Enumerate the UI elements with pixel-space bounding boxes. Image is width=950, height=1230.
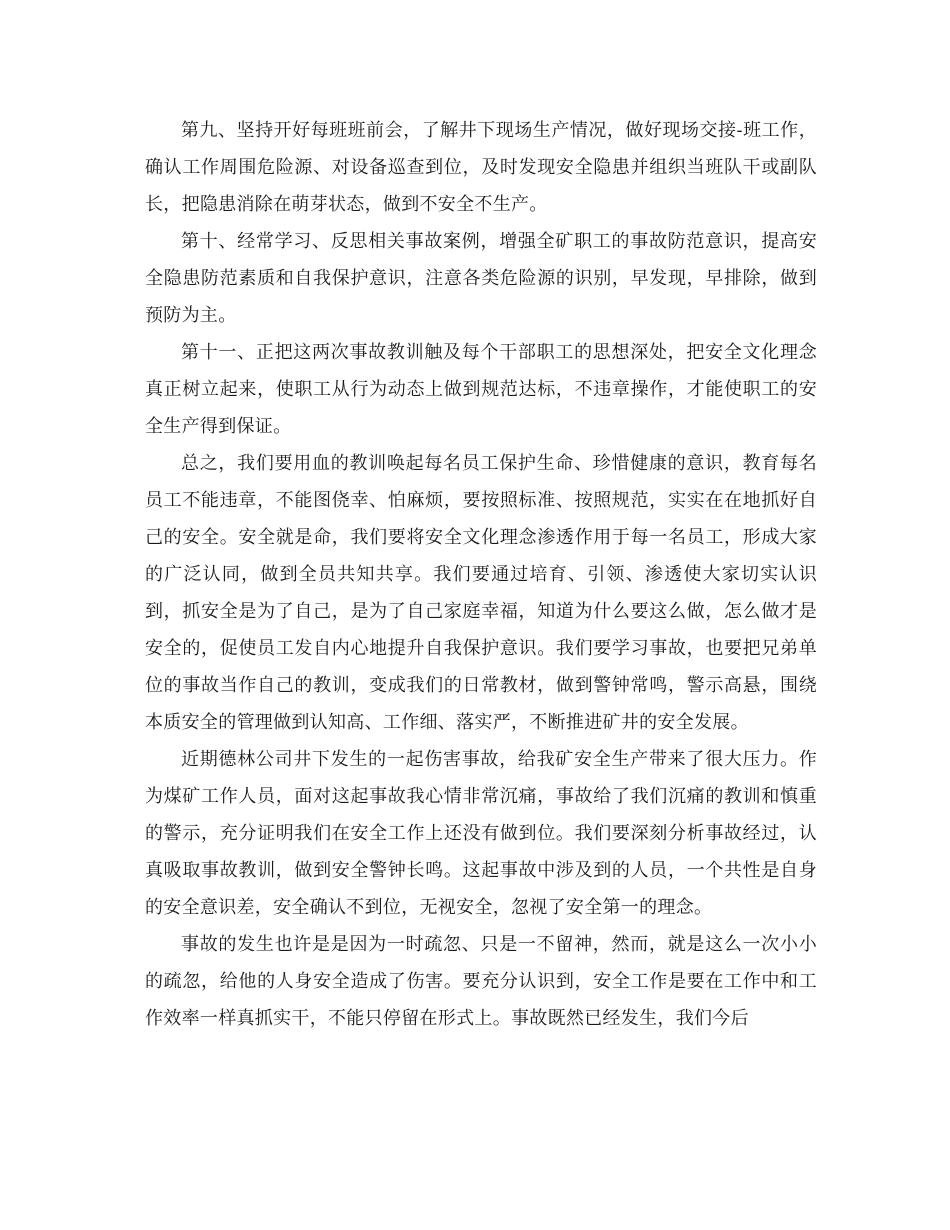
paragraph-item-11: 第十一、正把这两次事故教训触及每个干部职工的思想深处，把安全文化理念真正树立起来，使职工从行为动态上做到规范达标，不违章操作，才能使职工的安全生产得到保证。	[145, 342, 817, 437]
paragraph-accident-cause: 事故的发生也许是是因为一时疏忽、只是一不留神，然而，就是这么一次小小的疏忽，给他的人身安全造成了伤害。要充分认识到，安全工作是要在工作中和工作效率一样真抓实干，不能只停留在形式上。事故既然已经发生，我们今后	[145, 934, 817, 1029]
document-body	[145, 112, 817, 1037]
paragraph-summary: 总之，我们要用血的教训唤起每名员工保护生命、珍惜健康的意识，教育每名员工不能违章，不能图侥幸、怕麻烦，要按照标准、按照规范，实实在在地抓好自己的安全。安全就是命，我们要将安全文化理念渗透作用于每一名员工，形成大家的广泛认同，做到全员共知共享。我们要通过培育、引领、渗透使大家切实认识到，抓安全是为了自己，是为了自己家庭幸福，知道为什么要这么做，怎么做才是安全的，促使员工发自内心地提升自我保护意识。我们要学习事故，也要把兄弟单位的事故当作自己的教训，变成我们的日常教材，做到警钟常鸣，警示高悬，围绕本质安全的管理做到认知高、工作细、落实严，不断推进矿井的安全发展。	[145, 453, 817, 733]
paragraph-item-10: 第十、经常学习、反思相关事故案例，增强全矿职工的事故防范意识，提高安全隐患防范素质和自我保护意识，注意各类危险源的识别，早发现，早排除，做到预防为主。	[145, 231, 817, 326]
paragraph-recent-accident: 近期德林公司井下发生的一起伤害事故，给我矿安全生产带来了很大压力。作为煤矿工作人员，面对这起事故我心情非常沉痛，事故给了我们沉痛的教训和慎重的警示，充分证明我们在安全工作上还没有做到位。我们要深刻分析事故经过，认真吸取事故教训，做到安全警钟长鸣。这起事故中涉及到的人员，一个共性是自身的安全意识差，安全确认不到位，无视安全，忽视了安全第一的理念。	[145, 749, 817, 918]
paragraph-item-9: 第九、坚持开好每班班前会，了解井下现场生产情况，做好现场交接-班工作，确认工作周围危险源、对设备巡查到位，及时发现安全隐患并组织当班队干或副队长，把隐患消除在萌芽状态，做到不安全不生产。	[145, 120, 817, 215]
